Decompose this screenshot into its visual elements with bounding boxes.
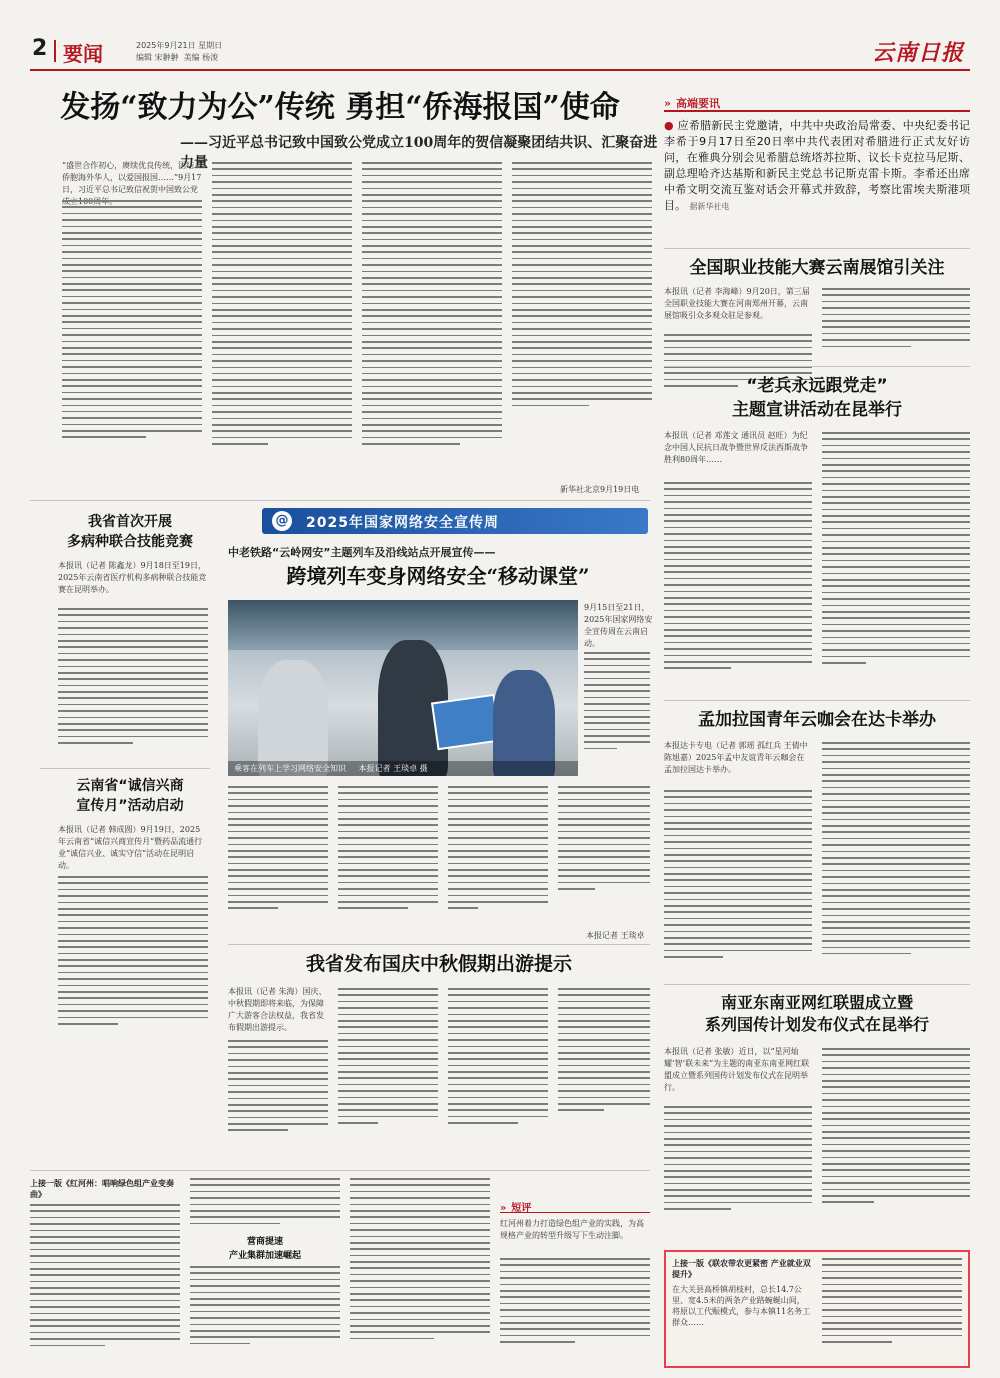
- gaoceng-kicker-box: [664, 92, 970, 112]
- skills-column: [58, 608, 208, 762]
- security-week-label: 2025年国家网络安全宣传周: [306, 515, 499, 531]
- zhiye-column-2: [822, 288, 970, 356]
- right-divider-3: [664, 700, 970, 701]
- issue-date: 2025年9月21日 星期日: [136, 41, 223, 50]
- hongshan-column-3: [350, 1178, 490, 1364]
- double-chevron-icon: »: [664, 97, 671, 110]
- security-column-2: [338, 786, 438, 940]
- zhiye-headline: 全国职业技能大赛云南展馆引关注: [689, 258, 945, 278]
- laobing-headline: “老兵永远跟党走”: [746, 376, 888, 396]
- train-photo: [228, 600, 578, 776]
- editor-name: 编辑 宋翀翀: [136, 53, 179, 62]
- lead-column-2: [212, 162, 352, 500]
- security-column-1: [228, 786, 328, 940]
- shield-at-icon: @: [272, 511, 292, 531]
- leaflet-prop: [431, 694, 501, 750]
- bottom-divider: [30, 1170, 650, 1171]
- duanping-kicker: 短评: [511, 1203, 532, 1214]
- callout-highlight-box: [664, 1250, 970, 1368]
- security-lead: 9月15日至21日，2025年国家网络安全宣传周在云南启动。: [584, 603, 653, 648]
- duanping-kicker-box: [500, 1196, 650, 1213]
- guoqing-column-4: [558, 988, 650, 1152]
- double-chevron-icon: »: [500, 1203, 507, 1214]
- callout-column-2: [822, 1258, 962, 1360]
- hongshan-column-2a: [190, 1178, 340, 1232]
- lead-column-3: [362, 162, 502, 500]
- skills-headline-2: 多病种联合技能竞赛: [67, 534, 193, 550]
- photo-credit: 本报记者 王琰卓 摄: [358, 764, 428, 773]
- security-column-3: [448, 786, 548, 940]
- hongshan-column-1: [30, 1204, 180, 1364]
- passenger-figure-left: [258, 660, 328, 776]
- lead-byline: 新华社北京9月19日电: [560, 485, 640, 494]
- gaoceng-body: [664, 118, 970, 215]
- chengxing-lead: 本报讯（记者 韩成圆）9月19日，2025年云南省“诚信兴商宣传月”暨药品流通行业“诚信兴业、诚实守信”活动在昆明启动。: [58, 825, 203, 870]
- left-divider-2: [40, 768, 210, 769]
- callout-prefix: 上接一版《联农带农更紧密 产业就业双提升》: [672, 1258, 811, 1279]
- masthead-rule: [30, 69, 970, 71]
- security-week-banner: [262, 508, 648, 534]
- gaoceng-text: 应希腊新民主党邀请，中共中央政治局常委、中央纪委书记李希于9月17日至20日率中共代表团对希腊进行正式友好访问，在雅典分别会见希腊总统塔苏拉斯、议长卡克拉马尼斯、副总理哈齐达基斯和新民主党总书记斯克雷卡斯。李希还出席中希文明交流互鉴对话会开幕式并致辞，考察比雷埃夫斯港项目。: [664, 119, 971, 212]
- zhiye-lead: 本报讯（记者 李海峰）9月20日，第三届全国职业技能大赛在河南郑州开幕，云南展馆吸引众多观众驻足参观。: [664, 287, 810, 320]
- guoqing-column-3: [448, 988, 548, 1164]
- nanya-headline-2: 系列国传计划发布仪式在昆举行: [704, 1015, 929, 1034]
- laobing-column-1: [664, 482, 812, 688]
- security-side-column: [584, 652, 650, 772]
- lead-opening: “盛世合作初心，赓续优良传统，团结侨胞海外华人，以爱国报国……”9月17日，习近平总书记致信祝贺中国致公党: [62, 161, 202, 194]
- lead-column-1: [62, 200, 202, 500]
- nanya-column-2: [822, 1048, 970, 1230]
- editor-credits: [136, 52, 218, 63]
- duanping-lead: 红河州着力打造绿色组产业的实践，为高规格产业的转型升级写下生动注脚。: [500, 1219, 644, 1240]
- skills-headline-1: 我省首次开展: [88, 514, 172, 530]
- mengjiala-column-2: [822, 742, 970, 974]
- chengxing-headline-2: 宣传月”活动启动: [76, 798, 184, 814]
- center-divider-1: [228, 944, 650, 945]
- right-divider-4: [664, 984, 970, 985]
- nanya-column-1: [664, 1106, 812, 1230]
- chengxing-column: [58, 876, 208, 1046]
- photo-caption: 乘客在列车上学习网络安全知识: [234, 764, 346, 773]
- laobing-column-2: [822, 432, 970, 688]
- nanya-lead: 本报讯（记者 张敏）近日，以“星河灿耀‘智’联未来”为主题的南亚东南亚网红联盟成立暨系列国传计划发布仪式在昆明举行。: [664, 1047, 810, 1092]
- right-divider-2: [664, 366, 970, 367]
- hongshan-column-2b: [190, 1266, 340, 1364]
- laobing-lead: 本报讯（记者 邓莲文 通讯员 赵旺）为纪念中国人民抗日战争暨世界反法西斯战争胜利80周年……: [664, 431, 808, 464]
- lead-subtitle: ——习近平总书记致中国致公党成立100周年的贺信凝聚团结共识、汇聚奋进力量: [180, 135, 658, 171]
- gaoceng-kicker: 高端要讯: [675, 97, 720, 110]
- security-kicker: 中老铁路“云岭网安”主题列车及沿线站点开展宣传——: [228, 546, 496, 559]
- hongshan-subhead-2: 产业集群加速崛起: [228, 1251, 301, 1261]
- gaoceng-byline: 据新华社电: [689, 202, 730, 211]
- right-divider-1: [664, 248, 970, 249]
- paper-logo: 云南日报: [872, 40, 965, 66]
- hongshan-prefix: 上接一版《红河州：唱响绿色组产业变奏曲》: [30, 1178, 174, 1199]
- chengxing-headline-1: 云南省“诚信兴商: [76, 778, 184, 794]
- security-byline: 本报记者 王琰卓: [586, 931, 645, 940]
- photo-caption-bar: [228, 761, 578, 776]
- guoqing-lead: 本报讯（记者 朱海）国庆、中秋假期即将来临，为保障广大游客合法权益，我省发布假期出游提示。: [228, 987, 327, 1032]
- callout-lead: 在大关县高桥镇胡枝村，总长14.7公里、宽4.5米的两条产业路蜿蜒山间，将原以工代赈模式，参与本镇11名务工群众……: [672, 1285, 811, 1327]
- page-number: 2: [32, 36, 48, 61]
- duanping-column: [500, 1258, 650, 1364]
- guoqing-column-1: [228, 1040, 328, 1164]
- nanya-headline-1: 南亚东南亚网红联盟成立暨: [720, 993, 913, 1012]
- mengjiala-column-1: [664, 790, 812, 974]
- security-column-4: [558, 786, 650, 926]
- bullet-dot-icon: ●: [664, 119, 674, 132]
- guoqing-headline: 我省发布国庆中秋假期出游提示: [305, 953, 572, 975]
- left-divider-1: [30, 500, 650, 501]
- laobing-subheadline: 主题宣讲活动在昆举行: [732, 400, 902, 420]
- skills-lead: 本报讯（记者 陈鑫龙）9月18日至19日，2025年云南省医疗机构多病种联合技能竞赛在昆明举办。: [58, 561, 207, 594]
- mengjiala-headline: 孟加拉国青年云咖会在达卡举办: [698, 710, 936, 730]
- lead-headline: 发扬“致力为公”传统 勇担“侨海报国”使命: [60, 90, 620, 125]
- page-number-divider: [54, 40, 56, 62]
- guoqing-column-2: [338, 988, 438, 1164]
- security-headline: 跨境列车变身网络安全“移动课堂”: [286, 564, 590, 588]
- masthead: [0, 0, 1000, 80]
- lead-column-4: [512, 162, 652, 472]
- designer-name: 美编 杨浚: [183, 53, 219, 62]
- section-label: 要闻: [63, 42, 103, 66]
- hongshan-subhead-1: 营商提速: [246, 1237, 283, 1247]
- mengjiala-lead: 本报达卡专电（记者 郭瑶 孤红兵 王倩中 陈旭嘉）2025年孟中友谊青年云咖会在孟加拉国达卡举办。: [664, 741, 808, 774]
